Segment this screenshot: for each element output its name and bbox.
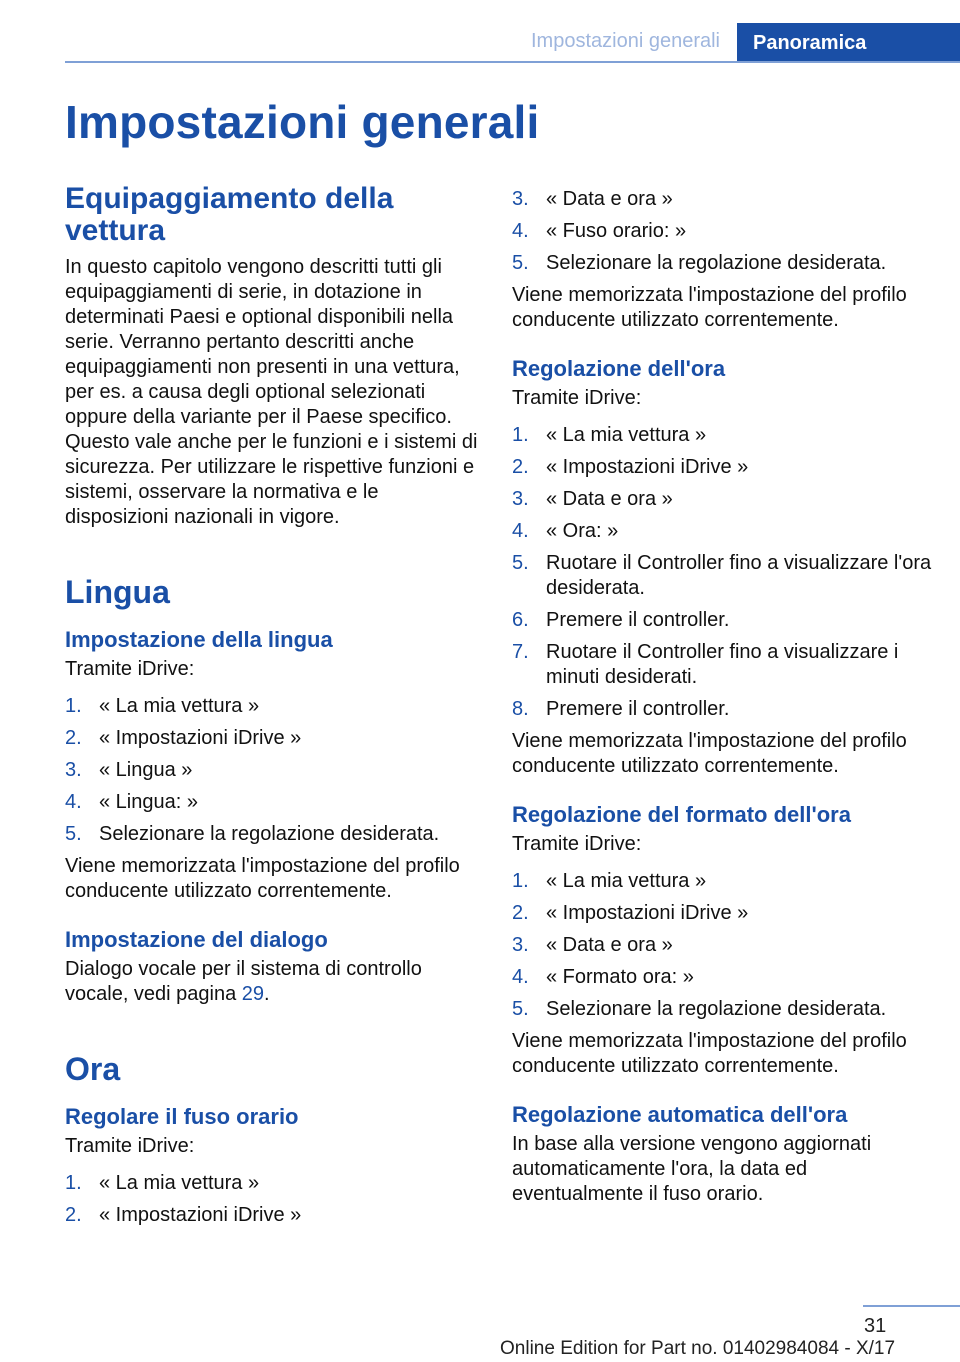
list-item: 6. Premere il controller. <box>512 609 730 631</box>
list-item: 2. « Impostazioni iDrive » <box>65 727 302 749</box>
list-item: 3. « Data e ora » <box>512 488 673 510</box>
fuso-subheading: Regolare il fuso orario <box>65 1104 299 1129</box>
lingua-heading: Lingua <box>65 574 170 610</box>
list-item: 2. « Impostazioni iDrive » <box>65 1204 302 1226</box>
list-item: 1. « La mia vettura » <box>65 695 260 717</box>
dialogo-subheading: Impostazione del dialogo <box>65 927 328 952</box>
list-item: 4. « Ora: » <box>512 520 619 542</box>
list-item: 5. Selezionare la regolazione desiderata. <box>512 998 887 1020</box>
equip-heading: Equipaggiamento della vettura <box>65 182 394 247</box>
ora-intro: Tramite iDrive: <box>512 387 642 409</box>
chapter-title: Impostazioni generali <box>65 96 540 148</box>
fuso-steps-continued <box>512 187 932 276</box>
list-item: 8. Premere il controller. <box>512 698 730 720</box>
list-item: 4. « Formato ora: » <box>512 966 694 988</box>
list-item: 4. « Fuso orario: » <box>512 220 687 242</box>
list-item: 3. « Data e ora » <box>512 934 673 956</box>
list-item: 7. Ruotare il Controller fino a visualizzare i minuti desiderati. <box>512 641 899 688</box>
fuso-note: Viene memorizzata l'impostazione del profilo conducente utilizzato correntemente. <box>512 284 907 331</box>
page-link[interactable]: 29 <box>241 983 265 1005</box>
auto-subheading: Regolazione automatica dell'ora <box>512 1102 848 1127</box>
ora-steps <box>512 423 932 722</box>
edition-note: Online Edition for Part no. 01402984084 - X/17 <box>500 1338 896 1359</box>
list-item: 4. « Lingua: » <box>65 791 198 813</box>
lingua-intro: Tramite iDrive: <box>65 658 195 680</box>
list-item: 1. « La mia vettura » <box>512 424 707 446</box>
list-item: 2. « Impostazioni iDrive » <box>512 902 749 924</box>
header-section-label: Impostazioni generali <box>531 30 720 52</box>
formato-note: Viene memorizzata l'impostazione del profilo conducente utilizzato correntemente. <box>512 1030 907 1077</box>
list-item: 3. « Lingua » <box>65 759 193 781</box>
lingua-subheading: Impostazione della lingua <box>65 627 333 652</box>
fuso-intro: Tramite iDrive: <box>65 1135 195 1157</box>
footer-rule <box>863 1305 960 1307</box>
formato-steps <box>512 869 932 1022</box>
dialogo-text: Dialogo vocale per il sistema di controllo vocale, vedi pagina 29. <box>65 958 422 1005</box>
right-column <box>512 183 932 1207</box>
fuso-steps <box>65 1171 485 1228</box>
list-item: 5. Selezionare la regolazione desiderata. <box>512 252 887 274</box>
list-item: 3. « Data e ora » <box>512 188 673 210</box>
ora-subheading: Regolazione dell'ora <box>512 356 726 381</box>
page-number: 31 <box>864 1315 887 1337</box>
header-tab: Panoramica <box>737 23 960 63</box>
list-item: 5. Ruotare il Controller fino a visualizzare l'ora desiderata. <box>512 552 932 599</box>
formato-subheading: Regolazione del formato dell'ora <box>512 802 851 827</box>
list-item: 2. « Impostazioni iDrive » <box>512 456 749 478</box>
lingua-note: Viene memorizzata l'impostazione del profilo conducente utilizzato correntemente. <box>65 855 460 902</box>
ora-note: Viene memorizzata l'impostazione del profilo conducente utilizzato correntemente. <box>512 730 907 777</box>
list-item: 1. « La mia vettura » <box>512 870 707 892</box>
auto-text: In base alla versione vengono aggiornati automaticamente l'ora, la data ed eventualmente il fuso orario. <box>512 1133 872 1205</box>
ora-heading: Ora <box>65 1051 121 1087</box>
left-column <box>65 183 485 1235</box>
header-rule <box>65 61 960 63</box>
equip-text: In questo capitolo vengono descritti tutti gli equipaggiamenti di serie, in dotazione in determinati Paesi e optional disponibili nella serie. Verranno pertanto descritti anche equipaggiamenti non presenti in una vettura, per es. a causa degli optional selezionati oppure della variante per il Paese specifico. Questo vale anche per le funzioni e i sistemi di sicurezza. Per utilizzare le rispettive funzioni e sistemi, osservare la normativa e le disposizioni nazionali in vigore. <box>65 256 478 528</box>
list-item: 5. Selezionare la regolazione desiderata. <box>65 823 440 845</box>
list-item: 1. « La mia vettura » <box>65 1172 260 1194</box>
formato-intro: Tramite iDrive: <box>512 833 642 855</box>
lingua-steps <box>65 694 485 847</box>
